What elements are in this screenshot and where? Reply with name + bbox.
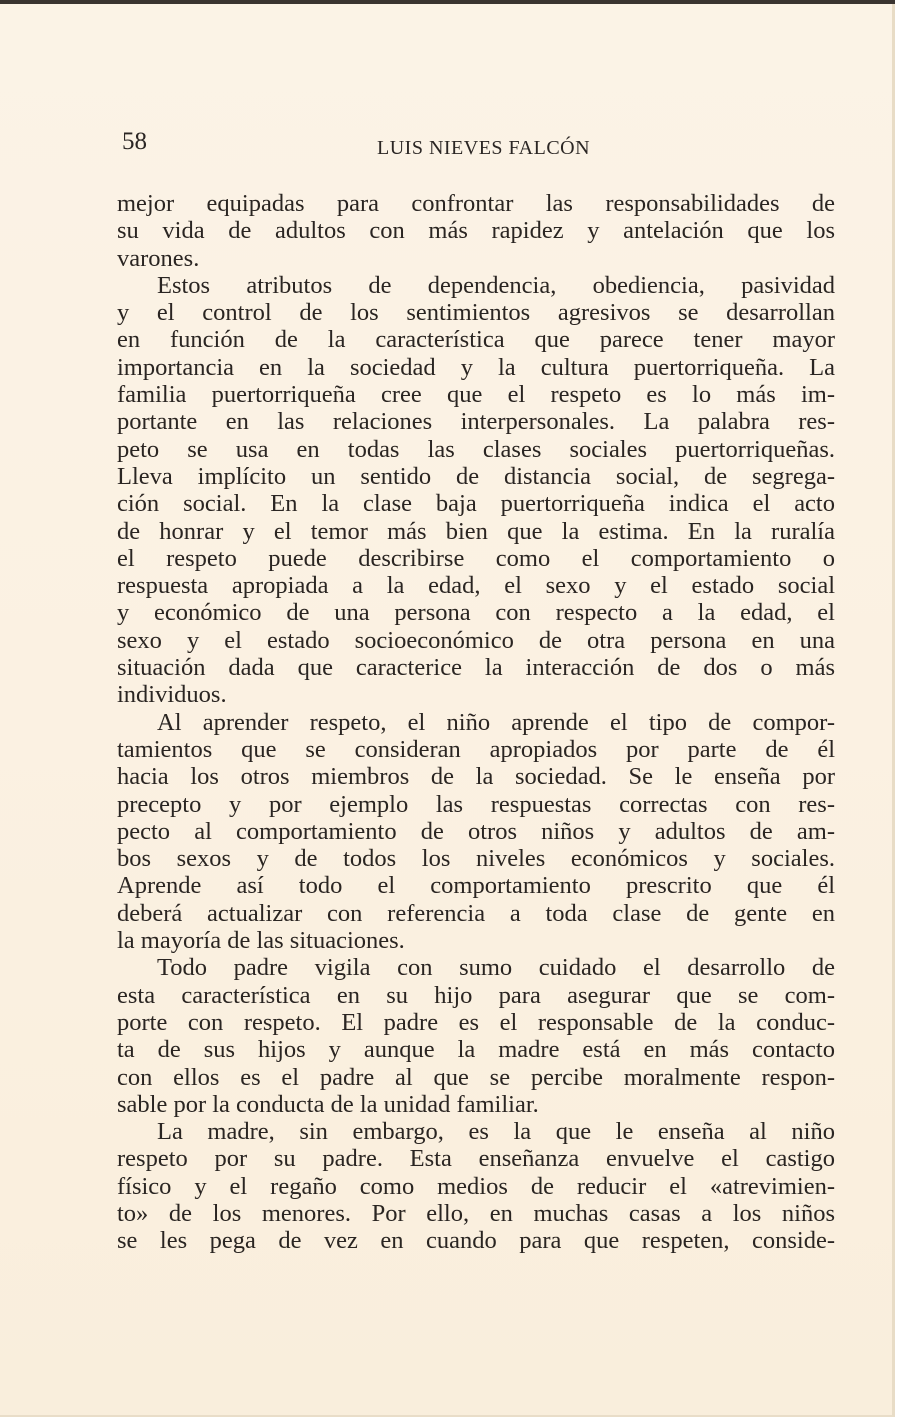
text-line: mejor equipadas para confrontar las responsabilidades de xyxy=(117,190,835,217)
text-line: físico y el regaño como medios de reducir el «atrevimien- xyxy=(117,1172,835,1200)
text-line: importancia en la sociedad y la cultura puertorriqueña. La xyxy=(117,353,835,381)
text-line: con ellos es el padre al que se percibe moralmente respon- xyxy=(117,1063,835,1091)
text-line: respeto por su padre. Esta enseñanza envuelve el castigo xyxy=(117,1145,835,1173)
text-line: se les pega de vez en cuando para que respeten, conside- xyxy=(117,1227,835,1255)
text-line: en función de la característica que parece tener mayor xyxy=(117,326,835,354)
text-line: precepto y por ejemplo las respuestas correctas con res- xyxy=(117,790,835,818)
text-line: Lleva implícito un sentido de distancia social, de segrega- xyxy=(117,462,835,490)
text-line: peto se usa en todas las clases sociales puertorriqueñas. xyxy=(117,435,835,463)
text-line: su vida de adultos con más rapidez y antelación que los xyxy=(117,217,835,245)
text-line: el respeto puede describirse como el comportamiento o xyxy=(117,544,835,572)
text-line: sexo y el estado socioeconómico de otra persona en una xyxy=(117,626,835,654)
text-line: ta de sus hijos y aunque la madre está en más contacto xyxy=(117,1036,835,1064)
text-line: Estos atributos de dependencia, obediencia, pasividad xyxy=(157,271,835,299)
running-head: LUIS NIEVES FALCÓN xyxy=(377,137,591,159)
text-line: la mayoría de las situaciones. xyxy=(117,927,405,955)
paragraph xyxy=(117,272,835,709)
paragraph xyxy=(117,954,835,1118)
text-line: tamientos que se consideran apropiados por parte de él xyxy=(117,735,835,763)
text-line: Al aprender respeto, el niño aprende el tipo de compor- xyxy=(157,708,835,736)
text-line: situación dada que caracterice la interacción de dos o más xyxy=(117,654,835,682)
text-line: ción social. En la clase baja puertorriqueña indica el acto xyxy=(117,490,835,518)
page-header xyxy=(122,128,834,168)
text-line: individuos. xyxy=(117,681,227,709)
text-line: respuesta apropiada a la edad, el sexo y el estado social xyxy=(117,572,835,600)
paragraph xyxy=(117,1118,835,1254)
text-line: to» de los menores. Por ello, en muchas casas a los niños xyxy=(117,1199,835,1227)
paragraph xyxy=(117,190,835,272)
text-line: y económico de una persona con respecto a la edad, el xyxy=(117,599,835,627)
paragraph xyxy=(117,709,835,955)
text-line: sable por la conducta de la unidad familiar. xyxy=(117,1090,539,1118)
text-line: Todo padre vigila con sumo cuidado el desarrollo de xyxy=(157,954,835,982)
page-number: 58 xyxy=(122,128,147,155)
text-line: y el control de los sentimientos agresivos se desarrollan xyxy=(117,299,835,327)
text-line: esta característica en su hijo para asegurar que se com- xyxy=(117,981,835,1009)
text-line: de honrar y el temor más bien que la estima. En la ruralía xyxy=(117,517,835,545)
text-line: pecto al comportamiento de otros niños y adultos de am- xyxy=(117,817,835,845)
text-line: Aprende así todo el comportamiento prescrito que él xyxy=(117,872,835,900)
text-line: porte con respeto. El padre es el responsable de la conduc- xyxy=(117,1008,835,1036)
page-top-edge xyxy=(0,0,895,4)
text-line: bos sexos y de todos los niveles económicos y sociales. xyxy=(117,845,835,873)
body-text xyxy=(117,190,835,1255)
text-line: familia puertorriqueña cree que el respeto es lo más im- xyxy=(117,381,835,409)
text-line: deberá actualizar con referencia a toda clase de gente en xyxy=(117,899,835,927)
text-line: portante en las relaciones interpersonales. La palabra res- xyxy=(117,408,835,436)
text-line: varones. xyxy=(117,244,200,272)
text-line: hacia los otros miembros de la sociedad. Se le enseña por xyxy=(117,763,835,791)
text-line: La madre, sin embargo, es la que le enseña al niño xyxy=(157,1118,835,1146)
